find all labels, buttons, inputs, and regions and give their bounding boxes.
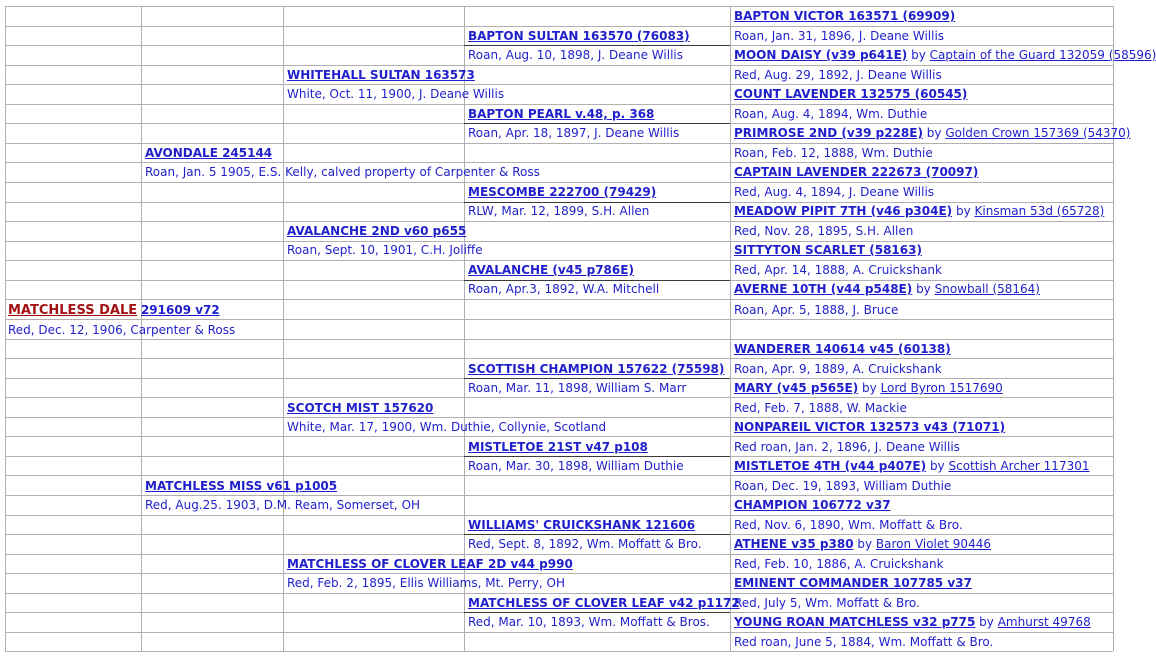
great-grandparent-info: Roan, Mar. 30, 1898, William Duthie	[468, 459, 684, 473]
ancestor-name-link[interactable]: CAPTAIN LAVENDER 222673 (70097)	[734, 165, 979, 179]
ancestor-name-link[interactable]: YOUNG ROAN MATCHLESS v32 p775	[734, 615, 976, 629]
ancestor-by-label: by	[857, 537, 873, 551]
great-grandparent-info: Roan, Mar. 11, 1898, William S. Marr	[468, 381, 687, 395]
ancestor-name-link[interactable]: WANDERER 140614 v45 (60138)	[734, 342, 951, 356]
grandparent-info: Red, Feb. 2, 1895, Ellis Williams, Mt. Perry, OH	[287, 576, 565, 590]
grid-line	[5, 241, 1113, 242]
ancestor-name-link[interactable]: NONPAREIL VICTOR 132573 v43 (71071)	[734, 420, 1006, 434]
ancestor-info: Roan, Apr. 5, 1888, J. Bruce	[734, 303, 899, 317]
subject-name-cell[interactable]	[8, 301, 220, 320]
ancestor-info: Roan, Jan. 31, 1896, J. Deane Willis	[734, 29, 945, 43]
grandparent-name-link[interactable]: WHITEHALL SULTAN 163573	[287, 68, 475, 82]
great-grandparent-name-link[interactable]: MISTLETOE 21ST v47 p108	[468, 440, 648, 454]
great-grandparent-info: RLW, Mar. 12, 1899, S.H. Allen	[468, 204, 650, 218]
ancestor-name-link[interactable]: EMINENT COMMANDER 107785 v37	[734, 576, 972, 590]
ancestor-entry[interactable]	[734, 535, 991, 554]
ancestor-info: Red roan, Jan. 2, 1896, J. Deane Willis	[734, 440, 960, 454]
ancestor-sire-link[interactable]: Lord Byron 1517690	[880, 381, 1003, 395]
ancestor-by-label: by	[926, 126, 942, 140]
ancestor-entry[interactable]	[734, 85, 967, 104]
ancestor-name-link[interactable]: COUNT LAVENDER 132575 (60545)	[734, 87, 968, 101]
grid-line	[1113, 6, 1114, 651]
great-grandparent-info: Red, Sept. 8, 1892, Wm. Moffatt & Bro.	[468, 537, 702, 551]
ancestor-entry[interactable]	[734, 496, 891, 515]
ancestor-info: Red, Feb. 7, 1888, W. Mackie	[734, 401, 907, 415]
ancestor-info: Red, Nov. 6, 1890, Wm. Moffatt & Bro.	[734, 518, 963, 532]
ancestor-info: Roan, Feb. 12, 1888, Wm. Duthie	[734, 146, 933, 160]
ancestor-entry[interactable]	[734, 379, 1003, 398]
ancestor-entry[interactable]	[734, 340, 951, 359]
grandparent-info: White, Oct. 11, 1900, J. Deane Willis	[287, 87, 505, 101]
ancestor-entry[interactable]	[734, 418, 1005, 437]
ancestor-entry[interactable]	[734, 202, 1104, 221]
grandparent-info: Roan, Sept. 10, 1901, C.H. Joliffe	[287, 243, 483, 257]
ancestor-info: Red, Apr. 14, 1888, A. Cruickshank	[734, 263, 942, 277]
ancestor-info: Roan, Dec. 19, 1893, William Duthie	[734, 479, 952, 493]
subject-name-link[interactable]: MATCHLESS DALE	[8, 303, 138, 318]
ancestor-name-link[interactable]: AVERNE 10TH (v44 p548E)	[734, 282, 913, 296]
ancestor-name-link[interactable]: MOON DAISY (v39 p641E)	[734, 48, 908, 62]
ancestor-info: Roan, Apr. 9, 1889, A. Cruickshank	[734, 362, 942, 376]
dam-name-link[interactable]: MATCHLESS MISS v61 p1005	[145, 479, 338, 493]
great-grandparent-name-link[interactable]: MESCOMBE 222700 (79429)	[468, 185, 657, 199]
great-grandparent-info: Roan, Apr. 18, 1897, J. Deane Willis	[468, 126, 680, 140]
ancestor-info: Red, Aug. 29, 1892, J. Deane Willis	[734, 68, 942, 82]
great-grandparent-name-link[interactable]: WILLIAMS' CRUICKSHANK 121606	[468, 518, 696, 532]
ancestor-name-link[interactable]: SITTYTON SCARLET (58163)	[734, 243, 922, 257]
ancestor-name-link[interactable]: ATHENE v35 p380	[734, 537, 854, 551]
subject-info: Red, Dec. 12, 1906, Carpenter & Ross	[8, 323, 236, 337]
ancestor-entry[interactable]	[734, 280, 1040, 299]
great-grandparent-name-link[interactable]: BAPTON PEARL v.48, p. 368	[468, 107, 655, 121]
ancestor-sire-link[interactable]: Scottish Archer 117301	[948, 459, 1090, 473]
ancestor-name-link[interactable]: PRIMROSE 2ND (v39 p228E)	[734, 126, 923, 140]
grid-line	[5, 65, 1113, 66]
ancestor-info: Roan, Aug. 4, 1894, Wm. Duthie	[734, 107, 928, 121]
ancestor-info: Red, Feb. 10, 1886, A. Cruickshank	[734, 557, 944, 571]
sire-name-link[interactable]: AVONDALE 245144	[145, 146, 273, 160]
ancestor-sire-link[interactable]: Snowball (58164)	[934, 282, 1040, 296]
ancestor-name-link[interactable]: MISTLETOE 4TH (v44 p407E)	[734, 459, 927, 473]
ancestor-by-label: by	[911, 48, 926, 62]
grid-line	[5, 299, 1113, 300]
great-grandparent-name-link[interactable]: BAPTON SULTAN 163570 (76083)	[468, 29, 690, 43]
great-grandparent-name-link[interactable]: SCOTTISH CHAMPION 157622 (75598)	[468, 362, 725, 376]
ancestor-entry[interactable]	[734, 613, 1091, 632]
ancestor-by-label: by	[862, 381, 877, 395]
ancestor-info: Red, July 5, Wm. Moffatt & Bro.	[734, 596, 920, 610]
ancestor-entry[interactable]	[734, 457, 1089, 476]
ancestor-by-label: by	[929, 459, 945, 473]
ancestor-by-label: by	[916, 282, 931, 296]
subject-registration-link[interactable]: 291609 v72	[140, 303, 220, 317]
great-grandparent-info: Red, Mar. 10, 1893, Wm. Moffatt & Bros.	[468, 615, 710, 629]
ancestor-sire-link[interactable]: Kinsman 53d (65728)	[974, 204, 1105, 218]
ancestor-sire-link[interactable]: Captain of the Guard 132059 (58596)	[929, 48, 1156, 62]
ancestor-info: Red, Aug. 4, 1894, J. Deane Willis	[734, 185, 935, 199]
great-grandparent-name-link[interactable]: AVALANCHE (v45 p786E)	[468, 263, 634, 277]
ancestor-name-link[interactable]: BAPTON VICTOR 163571 (69909)	[734, 9, 956, 23]
ancestor-name-link[interactable]: MARY (v45 p565E)	[734, 381, 859, 395]
grandparent-name-link[interactable]: AVALANCHE 2ND v60 p655	[287, 224, 467, 238]
ancestor-name-link[interactable]: CHAMPION 106772 v37	[734, 498, 891, 512]
ancestor-sire-link[interactable]: Golden Crown 157369 (54370)	[945, 126, 1131, 140]
grid-line	[5, 221, 1113, 222]
great-grandparent-info: Roan, Apr.3, 1892, W.A. Mitchell	[468, 282, 660, 296]
grandparent-name-link[interactable]: SCOTCH MIST 157620	[287, 401, 434, 415]
ancestor-entry[interactable]	[734, 7, 955, 26]
ancestor-entry[interactable]	[734, 574, 972, 593]
sire-info: Roan, Jan. 5 1905, E.S. Kelly, calved property of Carpenter & Ross	[145, 165, 540, 179]
grandparent-info: White, Mar. 17, 1900, Wm. Duthie, Collynie, Scotland	[287, 420, 607, 434]
ancestor-entry[interactable]	[734, 163, 978, 182]
ancestor-by-label: by	[955, 204, 971, 218]
ancestor-sire-link[interactable]: Baron Violet 90446	[875, 537, 991, 551]
grandparent-name-link[interactable]: MATCHLESS OF CLOVER LEAF 2D v44 p990	[287, 557, 573, 571]
great-grandparent-name-link[interactable]: MATCHLESS OF CLOVER LEAF v42 p1172	[468, 596, 740, 610]
ancestor-info: Red, Nov. 28, 1895, S.H. Allen	[734, 224, 914, 238]
ancestor-info: Red roan, June 5, 1884, Wm. Moffatt & Bro.	[734, 635, 994, 649]
ancestor-entry[interactable]	[734, 241, 922, 260]
ancestor-entry[interactable]	[734, 46, 1156, 65]
ancestor-by-label: by	[979, 615, 994, 629]
ancestor-entry[interactable]	[734, 124, 1131, 143]
dam-info: Red, Aug.25. 1903, D.M. Ream, Somerset, OH	[145, 498, 421, 512]
great-grandparent-info: Roan, Aug. 10, 1898, J. Deane Willis	[468, 48, 683, 62]
ancestor-name-link[interactable]: MEADOW PIPIT 7TH (v46 p304E)	[734, 204, 953, 218]
ancestor-sire-link[interactable]: Amhurst 49768	[997, 615, 1091, 629]
